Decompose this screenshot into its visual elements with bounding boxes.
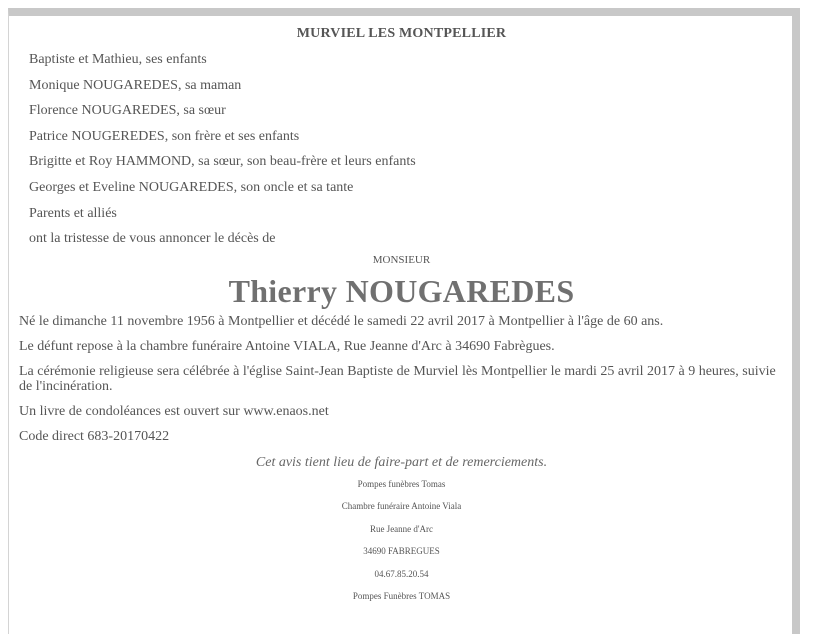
family-line: Florence NOUGAREDES, sa sœur bbox=[29, 103, 226, 119]
closing-note: Cet avis tient lieu de faire-part et de remerciements. bbox=[255, 454, 548, 470]
birth-death-paragraph: Né le dimanche 11 novembre 1956 à Montpellier et décédé le samedi 22 avril 2017 à Montpellier à l'âge de 60 ans. bbox=[19, 313, 664, 329]
deceased-name: Thierry NOUGAREDES bbox=[228, 272, 575, 309]
family-line: Brigitte et Roy HAMMOND, sa sœur, son beau-frère et leurs enfants bbox=[29, 154, 416, 170]
footer-phone: 04.67.85.20.54 bbox=[374, 568, 429, 579]
ceremony-paragraph: La cérémonie religieuse sera célébrée à l'église Saint-Jean Baptiste de Murviel lès Montpellier le mardi 25 avril 2017 à 9 heures, suivie de l'incinération. bbox=[19, 363, 776, 394]
honorific: MONSIEUR bbox=[372, 253, 431, 266]
family-line: Georges et Eveline NOUGAREDES, son oncle et sa tante bbox=[29, 179, 354, 195]
footer-line: Chambre funéraire Antoine Viala bbox=[341, 501, 462, 512]
family-line: Baptiste et Mathieu, ses enfants bbox=[29, 52, 207, 67]
details-section bbox=[19, 314, 784, 444]
city-heading: MURVIEL LES MONTPELLIER bbox=[296, 26, 507, 41]
direct-code-paragraph: Code direct 683-20170422 bbox=[19, 428, 170, 444]
notice-content bbox=[19, 16, 784, 614]
resting-place-paragraph: Le défunt repose à la chambre funéraire Antoine VIALA, Rue Jeanne d'Arc à 34690 Fabrègues. bbox=[19, 338, 555, 354]
family-list bbox=[19, 51, 784, 247]
family-line: ont la tristesse de vous annoncer le décès de bbox=[29, 231, 276, 247]
footer-line: Pompes Funèbres TOMAS bbox=[352, 591, 451, 602]
footer-line: Pompes funèbres Tomas bbox=[357, 478, 446, 489]
family-line: Monique NOUGAREDES, sa maman bbox=[29, 77, 242, 93]
footer-line: 34690 FABREGUES bbox=[363, 546, 440, 557]
funeral-home-footer bbox=[19, 479, 784, 603]
footer-line: Rue Jeanne d'Arc bbox=[369, 523, 434, 534]
family-line: Patrice NOUGEREDES, son frère et ses enfants bbox=[29, 128, 300, 144]
family-line: Parents et alliés bbox=[29, 205, 117, 221]
notice-frame bbox=[8, 8, 800, 634]
condolence-book-paragraph: Un livre de condoléances est ouvert sur www.enaos.net bbox=[19, 403, 329, 419]
